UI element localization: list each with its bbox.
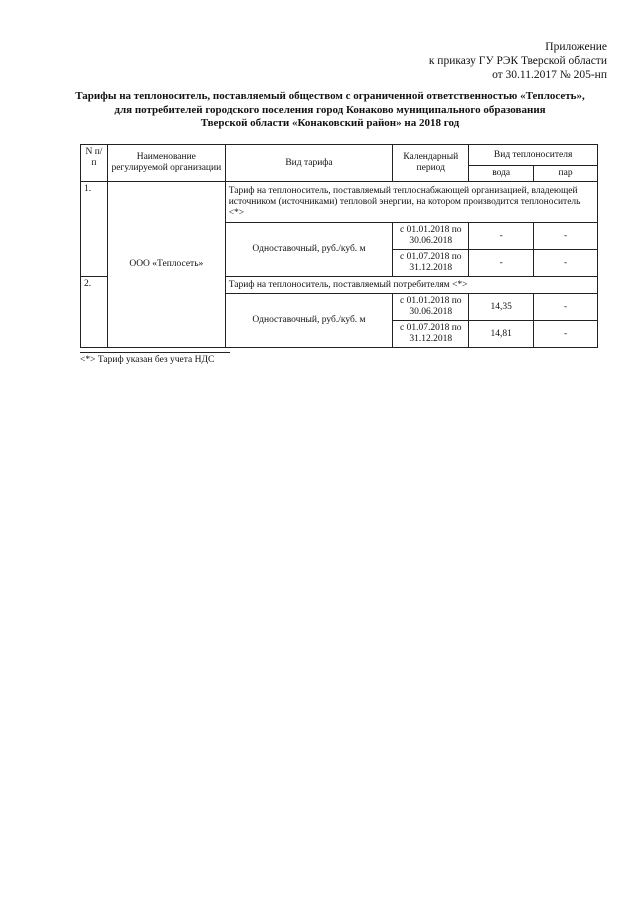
section-1-title: Тариф на теплоноситель, поставляемый теплоснабжающей организацией, владеющей источником (источниками) тепловой энергии, на котором производится теплоноситель <*> <box>225 182 597 223</box>
row-number-1: 1. <box>81 182 108 277</box>
section-2-water-1: 14,35 <box>469 294 534 321</box>
header-num: N п/п <box>81 145 108 182</box>
section-1-water-1: - <box>469 223 534 250</box>
section-2-water-2: 14,81 <box>469 321 534 348</box>
tariff-table <box>80 144 598 348</box>
appendix-order-ref: к приказу ГУ РЭК Тверской области <box>428 55 607 67</box>
section-1-water-2: - <box>469 250 534 277</box>
header-row <box>81 145 598 166</box>
organization-name: ООО «Теплосеть» <box>107 182 225 348</box>
section-1-period-1: с 01.01.2018 по 30.06.2018 <box>393 223 469 250</box>
appendix-header <box>429 40 607 82</box>
title-line-3: Тверской области «Конаковский район» на 2018 год <box>200 117 460 129</box>
section-2-title: Тариф на теплоноситель, поставляемый потребителям <*> <box>225 277 597 294</box>
section-1-period-2: с 01.07.2018 по 31.12.2018 <box>393 250 469 277</box>
section-2-tariff-label: Одноставочный, руб./куб. м <box>225 294 393 348</box>
header-water: вода <box>469 166 534 182</box>
section-1-steam-2: - <box>534 250 598 277</box>
header-steam: пар <box>534 166 598 182</box>
row-number-2: 2. <box>81 277 108 348</box>
section-1-steam-1: - <box>534 223 598 250</box>
section-2-period-2: с 01.07.2018 по 31.12.2018 <box>393 321 469 348</box>
header-tariff-type: Вид тарифа <box>225 145 393 182</box>
section-2-period-1: с 01.01.2018 по 30.06.2018 <box>393 294 469 321</box>
section-1-tariff-label: Одноставочный, руб./куб. м <box>225 223 393 277</box>
section-2-steam-1: - <box>534 294 598 321</box>
header-carrier: Вид теплоносителя <box>469 145 598 166</box>
footnote: <*> Тариф указан без учета НДС <box>80 355 215 365</box>
title-line-1: Тарифы на теплоноситель, поставляемый обществом с ограниченной ответственностью «Теплосеть», <box>75 90 585 102</box>
section-2-steam-2: - <box>534 321 598 348</box>
header-org: Наименование регулируемой организации <box>107 145 225 182</box>
header-period: Календарный период <box>393 145 469 182</box>
footnote-divider <box>80 352 230 353</box>
appendix-title: Приложение <box>545 41 607 53</box>
appendix-order-date: от 30.11.2017 № 205-нп <box>492 69 607 81</box>
document-title <box>70 90 590 131</box>
section-1-title-row <box>81 182 598 223</box>
title-line-2: для потребителей городского поселения город Конаково муниципального образования <box>114 103 546 116</box>
